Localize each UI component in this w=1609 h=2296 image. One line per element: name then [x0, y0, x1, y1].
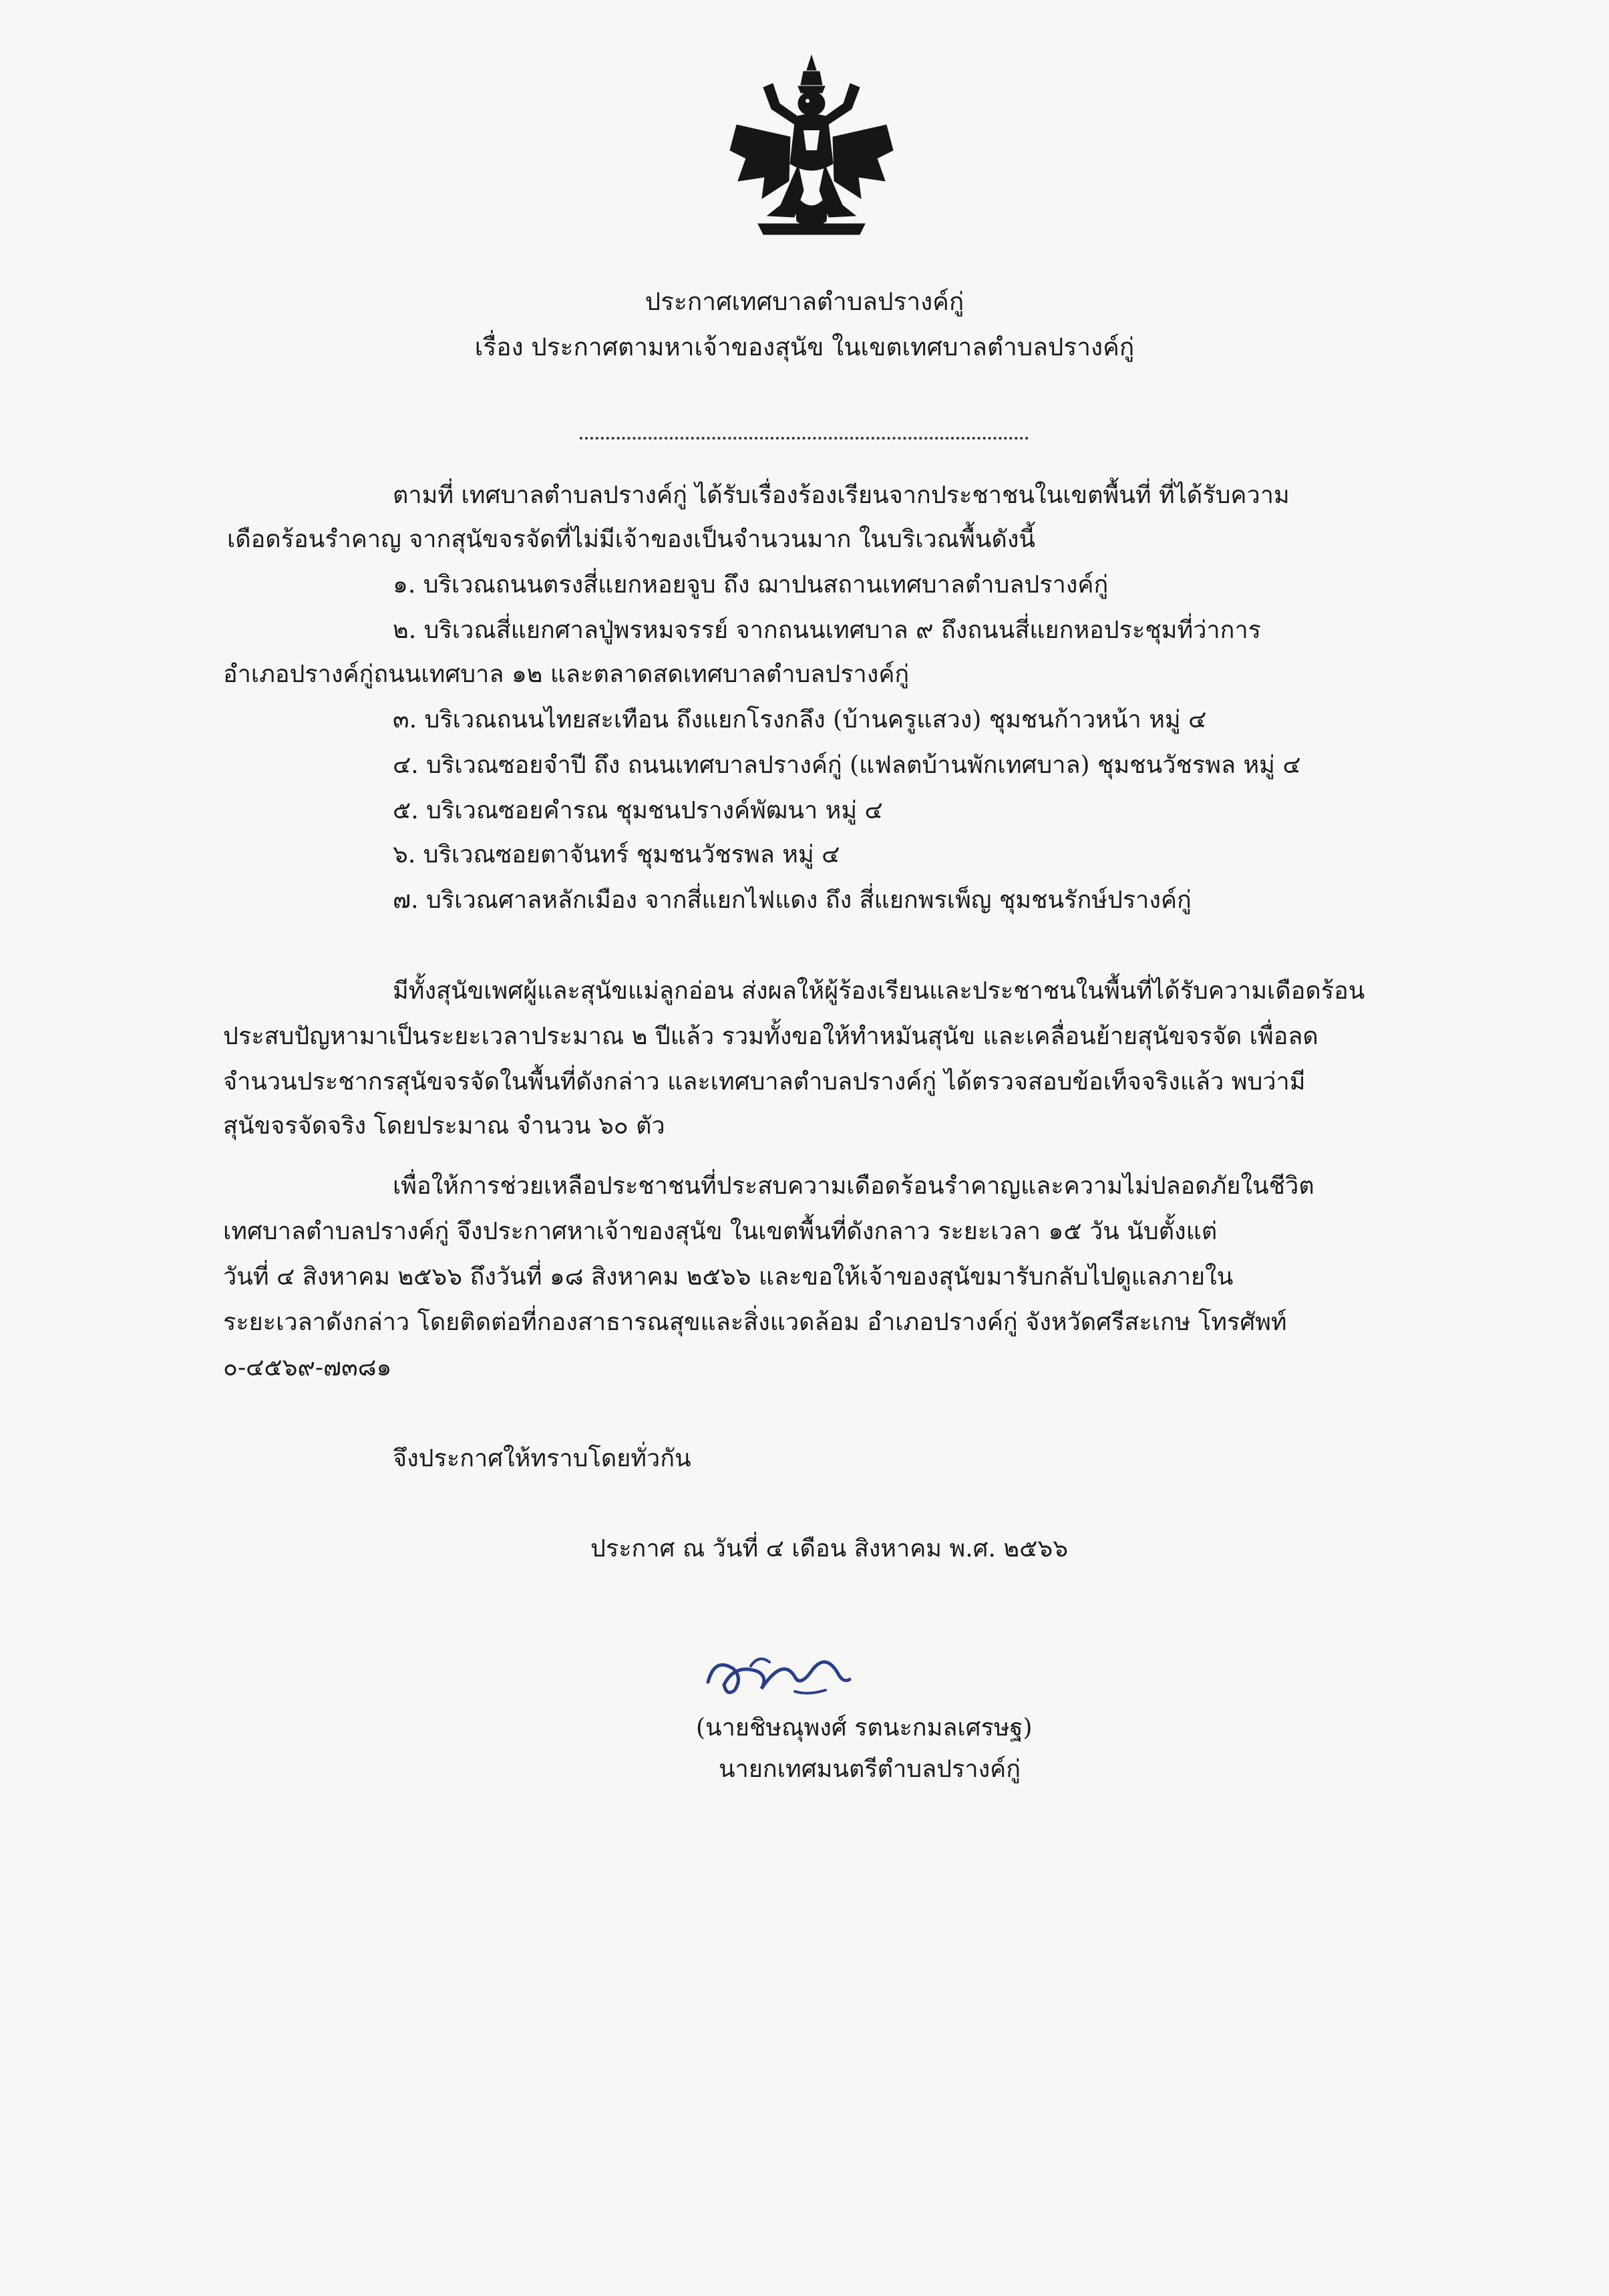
handwritten-signature — [695, 1630, 855, 1710]
paragraph-2-line-3: จำนวนประชากรสุนัขจรจัดในพื้นที่ดังกล่าว และเทศบาลตำบลปรางค์กู่ ได้ตรวจสอบข้อเท็จจริงแล้ว พบว่ามี — [223, 1068, 1306, 1096]
list-item: ๓. บริเวณถนนไทยสะเทือน ถึงแยกโรงกลึง (บ้านครูแสวง) ชุมชนก้าวหน้า หมู่ ๔ — [393, 706, 1207, 733]
signer-position: นายกเทศมนตรีตำบลปรางค์กู่ — [719, 1756, 1021, 1783]
phone-number: ๐-๔๕๖๙-๗๓๘๑ — [223, 1354, 392, 1381]
subject-line: เรื่อง ประกาศตามหาเจ้าของสุนัข ในเขตเทศบาลตำบลปรางค์กู่ — [474, 333, 1135, 361]
paragraph-2-line-4: สุนัขจรจัดจริง โดยประมาณ จำนวน ๖๐ ตัว — [223, 1112, 665, 1140]
paragraph-2-line-2: ประสบปัญหามาเป็นระยะเวลาประมาณ ๒ ปีแล้ว รวมทั้งขอให้ทำหมันสุนัข และเคลื่อนย้ายสุนัขจรจัด เพื่อลด — [223, 1023, 1318, 1050]
announcement-date: ประกาศ ณ วันที่ ๔ เดือน สิงหาคม พ.ศ. ๒๕๖๖ — [590, 1535, 1069, 1563]
dotted-divider — [580, 437, 1029, 440]
list-item: ๕. บริเวณซอยคำรณ ชุมชนปรางค์พัฒนา หมู่ ๔ — [393, 797, 883, 824]
list-item: ๗. บริเวณศาลหลักเมือง จากสี่แยกไฟแดง ถึง สี่แยกพรเพ็ญ ชุมชนรักษ์ปรางค์กู่ — [393, 886, 1192, 914]
paragraph-3-line-4: ระยะเวลาดังกล่าว โดยติดต่อที่กองสาธารณสุขและสิ่งแวดล้อม อำเภอปรางค์กู่ จังหวัดศรีสะเกษ โทรศัพท์ — [223, 1309, 1287, 1336]
list-item: ๑. บริเวณถนนตรงสี่แยกหอยจูบ ถึง ฌาปนสถานเทศบาลตำบลปรางค์กู่ — [393, 571, 1109, 599]
list-item-continuation: อำเภอปรางค์กู่ถนนเทศบาล ๑๒ และตลาดสดเทศบาลตำบลปรางค์กู่ — [223, 661, 910, 688]
closing-line: จึงประกาศให้ทราบโดยทั่วกัน — [393, 1445, 691, 1472]
intro-line-2: เดือดร้อนรำคาญ จากสุนัขจรจัดที่ไม่มีเจ้าของเป็นจำนวนมาก ในบริเวณพื้นดังนี้ — [227, 526, 1036, 553]
paragraph-2-line-1: มีทั้งสุนัขเพศผู้และสุนัขแม่ลูกอ่อน ส่งผลให้ผู้ร้องเรียนและประชาชนในพื้นที่ได้รับความเดือดร้อน — [393, 977, 1365, 1005]
paragraph-3-line-2: เทศบาลตำบลปรางค์กู่ จึงประกาศหาเจ้าของสุนัข ในเขตพื้นที่ดังกลาว ระยะเวลา ๑๕ วัน นับตั้งแต่ — [223, 1218, 1218, 1245]
list-item: ๔. บริเวณซอยจำปี ถึง ถนนเทศบาลปรางค์กู่ (แฟลตบ้านพักเทศบาล) ชุมชนวัชรพล หมู่ ๔ — [393, 752, 1301, 779]
garuda-emblem-icon — [725, 50, 898, 244]
list-item: ๖. บริเวณซอยตาจันทร์ ชุมชนวัชรพล หมู่ ๔ — [393, 841, 840, 868]
page-title: ประกาศเทศบาลตำบลปรางค์กู่ — [645, 287, 964, 316]
paragraph-3-line-3: วันที่ ๔ สิงหาคม ๒๕๖๖ ถึงวันที่ ๑๘ สิงหาคม ๒๕๖๖ และขอให้เจ้าของสุนัขมารับกลับไปดูแลภายใน — [223, 1263, 1234, 1291]
intro-line-1: ตามที่ เทศบาลตำบลปรางค์กู่ ได้รับเรื่องร้องเรียนจากประชาชนในเขตพื้นที่ ที่ได้รับความ — [393, 482, 1290, 509]
signer-name: (นายชิษณุพงศ์ รตนะกมลเศรษฐ) — [696, 1714, 1033, 1742]
paragraph-3-line-1: เพื่อให้การช่วยเหลือประชาชนที่ประสบความเดือดร้อนรำคาญและความไม่ปลอดภัยในชีวิต — [393, 1172, 1314, 1200]
list-item: ๒. บริเวณสี่แยกศาลปู่พรหมจรรย์ จากถนนเทศบาล ๙ ถึงถนนสี่แยกหอประชุมที่ว่าการ — [393, 617, 1261, 644]
